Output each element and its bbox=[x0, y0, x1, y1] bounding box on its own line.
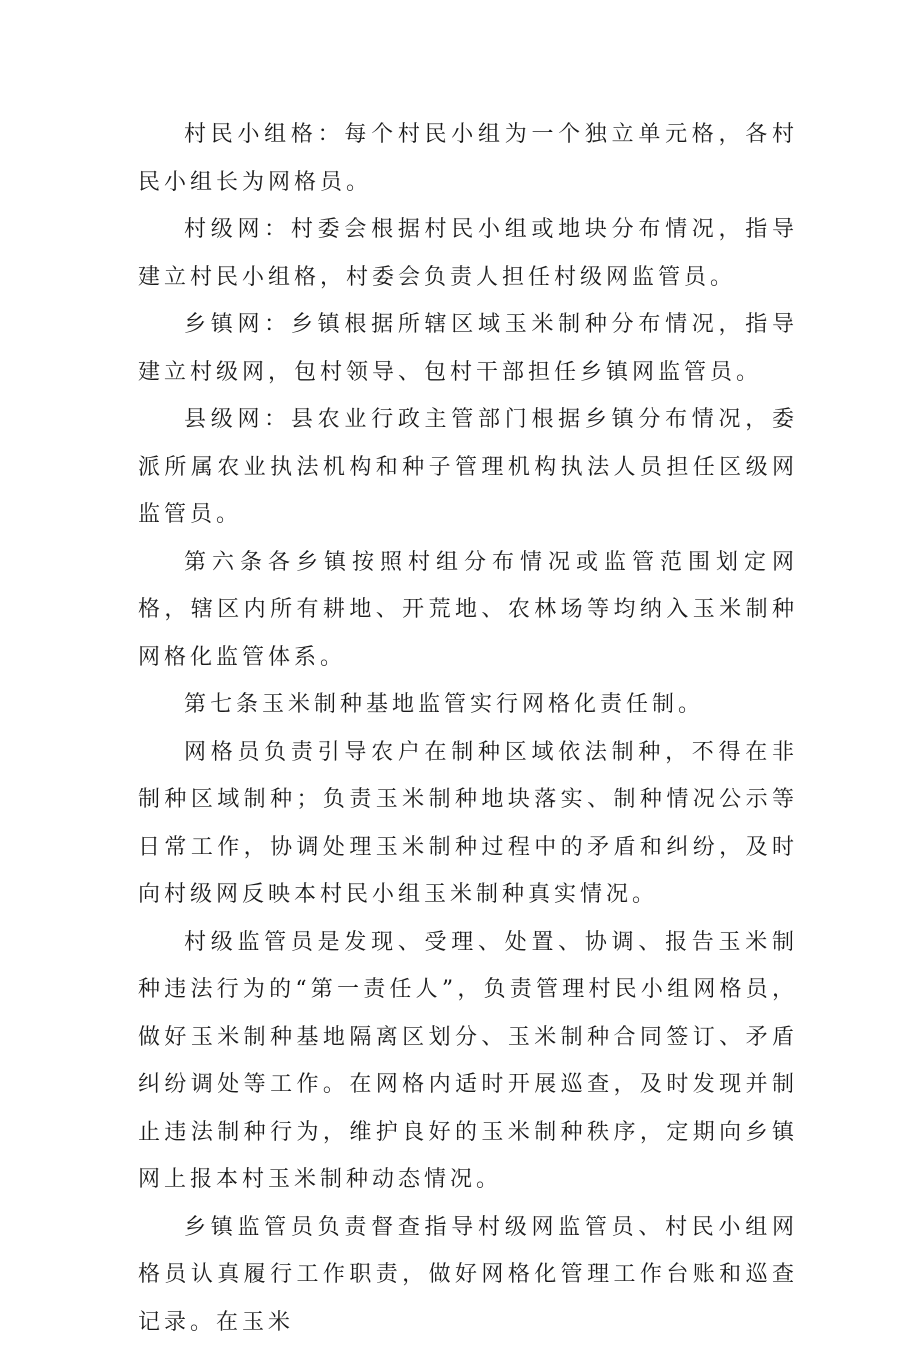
paragraph-county-network: 县级网：县农业行政主管部门根据乡镇分布情况，委派所属农业执法机构和种子管理机构执法人员担任区级网监管员。 bbox=[138, 396, 798, 539]
document-body bbox=[138, 111, 798, 1346]
paragraph-village-supervisor-duties: 村级监管员是发现、受理、处置、协调、报告玉米制种违法行为的“第一责任人”，负责管理村民小组网格员，做好玉米制种基地隔离区划分、玉米制种合同签订、矛盾纠纷调处等工作。在网格内适时开展巡查，及时发现并制止违法制种行为，维护良好的玉米制种秩序，定期向乡镇网上报本村玉米制种动态情况。 bbox=[138, 919, 798, 1204]
paragraph-article-6: 第六条各乡镇按照村组分布情况或监管范围划定网格，辖区内所有耕地、开荒地、农林场等均纳入玉米制种网格化监管体系。 bbox=[138, 539, 798, 682]
paragraph-article-7: 第七条玉米制种基地监管实行网格化责任制。 bbox=[138, 681, 798, 729]
paragraph-grid-member-duties: 网格员负责引导农户在制种区域依法制种，不得在非制种区域制种；负责玉米制种地块落实、制种情况公示等日常工作，协调处理玉米制种过程中的矛盾和纠纷，及时向村级网反映本村民小组玉米制种真实情况。 bbox=[138, 729, 798, 919]
paragraph-village-group-grid: 村民小组格：每个村民小组为一个独立单元格，各村民小组长为网格员。 bbox=[138, 111, 798, 206]
paragraph-township-network: 乡镇网：乡镇根据所辖区域玉米制种分布情况，指导建立村级网，包村领导、包村干部担任乡镇网监管员。 bbox=[138, 301, 798, 396]
paragraph-village-level-network: 村级网：村委会根据村民小组或地块分布情况，指导建立村民小组格，村委会负责人担任村级网监管员。 bbox=[138, 206, 798, 301]
paragraph-township-supervisor-duties: 乡镇监管员负责督查指导村级网监管员、村民小组网格员认真履行工作职责，做好网格化管理工作台账和巡查记录。在玉米 bbox=[138, 1204, 798, 1346]
